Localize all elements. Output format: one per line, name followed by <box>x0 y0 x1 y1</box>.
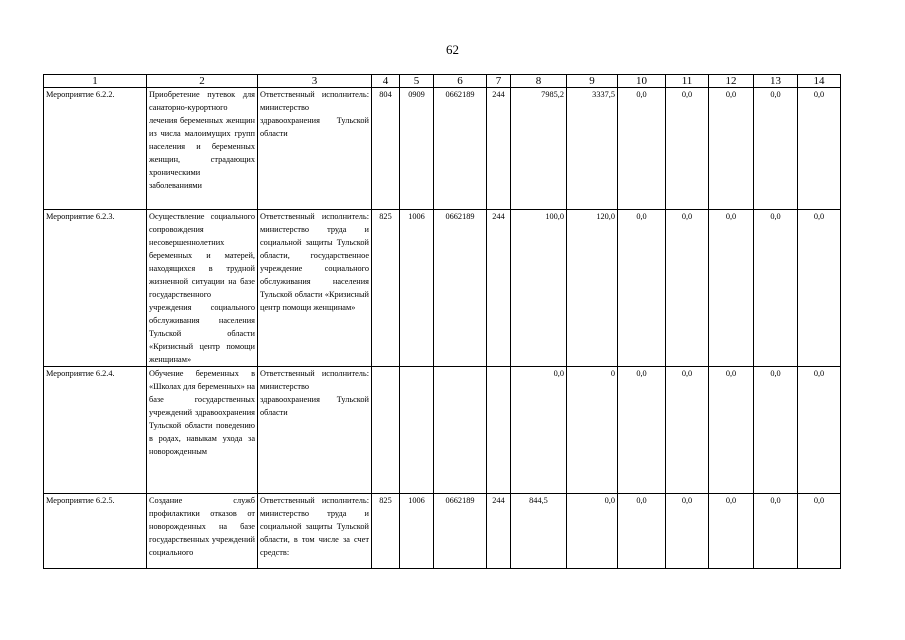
amount-cell: 844,5 <box>511 494 567 569</box>
amount-cell: 3337,5 <box>567 88 618 210</box>
amount-cell: 0,0 <box>754 210 798 367</box>
amount-cell: 0,0 <box>666 494 709 569</box>
table-row <box>44 210 841 367</box>
amount-cell: 0 <box>567 367 618 494</box>
expense-type-cell: 244 <box>487 494 511 569</box>
program-events-table <box>43 74 841 569</box>
grbs-code-cell: 804 <box>372 88 400 210</box>
amount-cell: 0,0 <box>798 367 841 494</box>
amount-cell: 0,0 <box>618 494 666 569</box>
target-article-cell: 0662189 <box>434 494 487 569</box>
target-article-cell <box>434 367 487 494</box>
column-header: 13 <box>754 75 798 88</box>
amount-cell: 0,0 <box>618 210 666 367</box>
amount-cell: 0,0 <box>754 88 798 210</box>
executor-cell: Ответственный исполнитель: министерство здравоохранения Тульской области <box>258 88 372 210</box>
table-row <box>44 367 841 494</box>
column-header: 10 <box>618 75 666 88</box>
amount-cell: 0,0 <box>709 210 754 367</box>
event-name-cell: Приобретение путевок для санаторно-курортного лечения беременных женщин из числа малоимущих групп населения и беременных женщин, страдающих хроническими заболеваниями <box>147 88 258 210</box>
column-header: 14 <box>798 75 841 88</box>
column-header: 4 <box>372 75 400 88</box>
event-number-cell: Мероприятие 6.2.3. <box>44 210 147 367</box>
amount-cell: 0,0 <box>709 367 754 494</box>
amount-cell: 0,0 <box>754 494 798 569</box>
amount-cell: 0,0 <box>666 210 709 367</box>
grbs-code-cell <box>372 367 400 494</box>
amount-cell: 7985,2 <box>511 88 567 210</box>
event-number-cell: Мероприятие 6.2.4. <box>44 367 147 494</box>
expense-type-cell: 244 <box>487 88 511 210</box>
column-header: 6 <box>434 75 487 88</box>
amount-cell: 0,0 <box>666 367 709 494</box>
expense-type-cell: 244 <box>487 210 511 367</box>
grbs-code-cell: 825 <box>372 210 400 367</box>
grbs-code-cell: 825 <box>372 494 400 569</box>
amount-cell: 0,0 <box>798 210 841 367</box>
executor-cell: Ответственный исполнитель: министерство труда и социальной защиты Тульской области, в том числе за счет средств: <box>258 494 372 569</box>
column-header: 9 <box>567 75 618 88</box>
section-code-cell: 0909 <box>400 88 434 210</box>
amount-cell: 0,0 <box>709 88 754 210</box>
executor-cell: Ответственный исполнитель: министерство здравоохранения Тульской области <box>258 367 372 494</box>
amount-cell: 0,0 <box>567 494 618 569</box>
amount-cell: 0,0 <box>511 367 567 494</box>
target-article-cell: 0662189 <box>434 88 487 210</box>
event-number-cell: Мероприятие 6.2.2. <box>44 88 147 210</box>
amount-cell: 0,0 <box>709 494 754 569</box>
header-row <box>44 75 841 88</box>
executor-cell: Ответственный исполнитель: министерство труда и социальной защиты Тульской области, государственное учреждение социального обслуживания населения Тульской области «Кризисный центр помощи женщинам» <box>258 210 372 367</box>
column-header: 2 <box>147 75 258 88</box>
section-code-cell <box>400 367 434 494</box>
amount-cell: 0,0 <box>666 88 709 210</box>
amount-cell: 100,0 <box>511 210 567 367</box>
event-number-cell: Мероприятие 6.2.5. <box>44 494 147 569</box>
column-header: 3 <box>258 75 372 88</box>
amount-cell: 0,0 <box>618 88 666 210</box>
page-number: 62 <box>446 42 459 57</box>
column-header: 7 <box>487 75 511 88</box>
column-header: 1 <box>44 75 147 88</box>
section-code-cell: 1006 <box>400 494 434 569</box>
amount-cell: 0,0 <box>754 367 798 494</box>
table-row <box>44 88 841 210</box>
target-article-cell: 0662189 <box>434 210 487 367</box>
event-name-cell: Создание служб профилактики отказов от новорожденных на базе государственных учреждений социального <box>147 494 258 569</box>
column-header: 12 <box>709 75 754 88</box>
column-header: 5 <box>400 75 434 88</box>
table-row <box>44 494 841 569</box>
column-header: 11 <box>666 75 709 88</box>
event-name-cell: Обучение беременных в «Школах для беременных» на базе государственных учреждений здравоохранения Тульской области поведению в родах, навыкам ухода за новорожденным <box>147 367 258 494</box>
event-name-cell: Осуществление социального сопровождения несовершеннолетних беременных и матерей, находящихся в трудной жизненной ситуации на базе государственного учреждения социального обслуживания населения Тульской области «Кризисный центр помощи женщинам» <box>147 210 258 367</box>
amount-cell: 0,0 <box>618 367 666 494</box>
amount-cell: 0,0 <box>798 494 841 569</box>
amount-cell: 0,0 <box>798 88 841 210</box>
amount-cell: 120,0 <box>567 210 618 367</box>
section-code-cell: 1006 <box>400 210 434 367</box>
expense-type-cell <box>487 367 511 494</box>
column-header: 8 <box>511 75 567 88</box>
